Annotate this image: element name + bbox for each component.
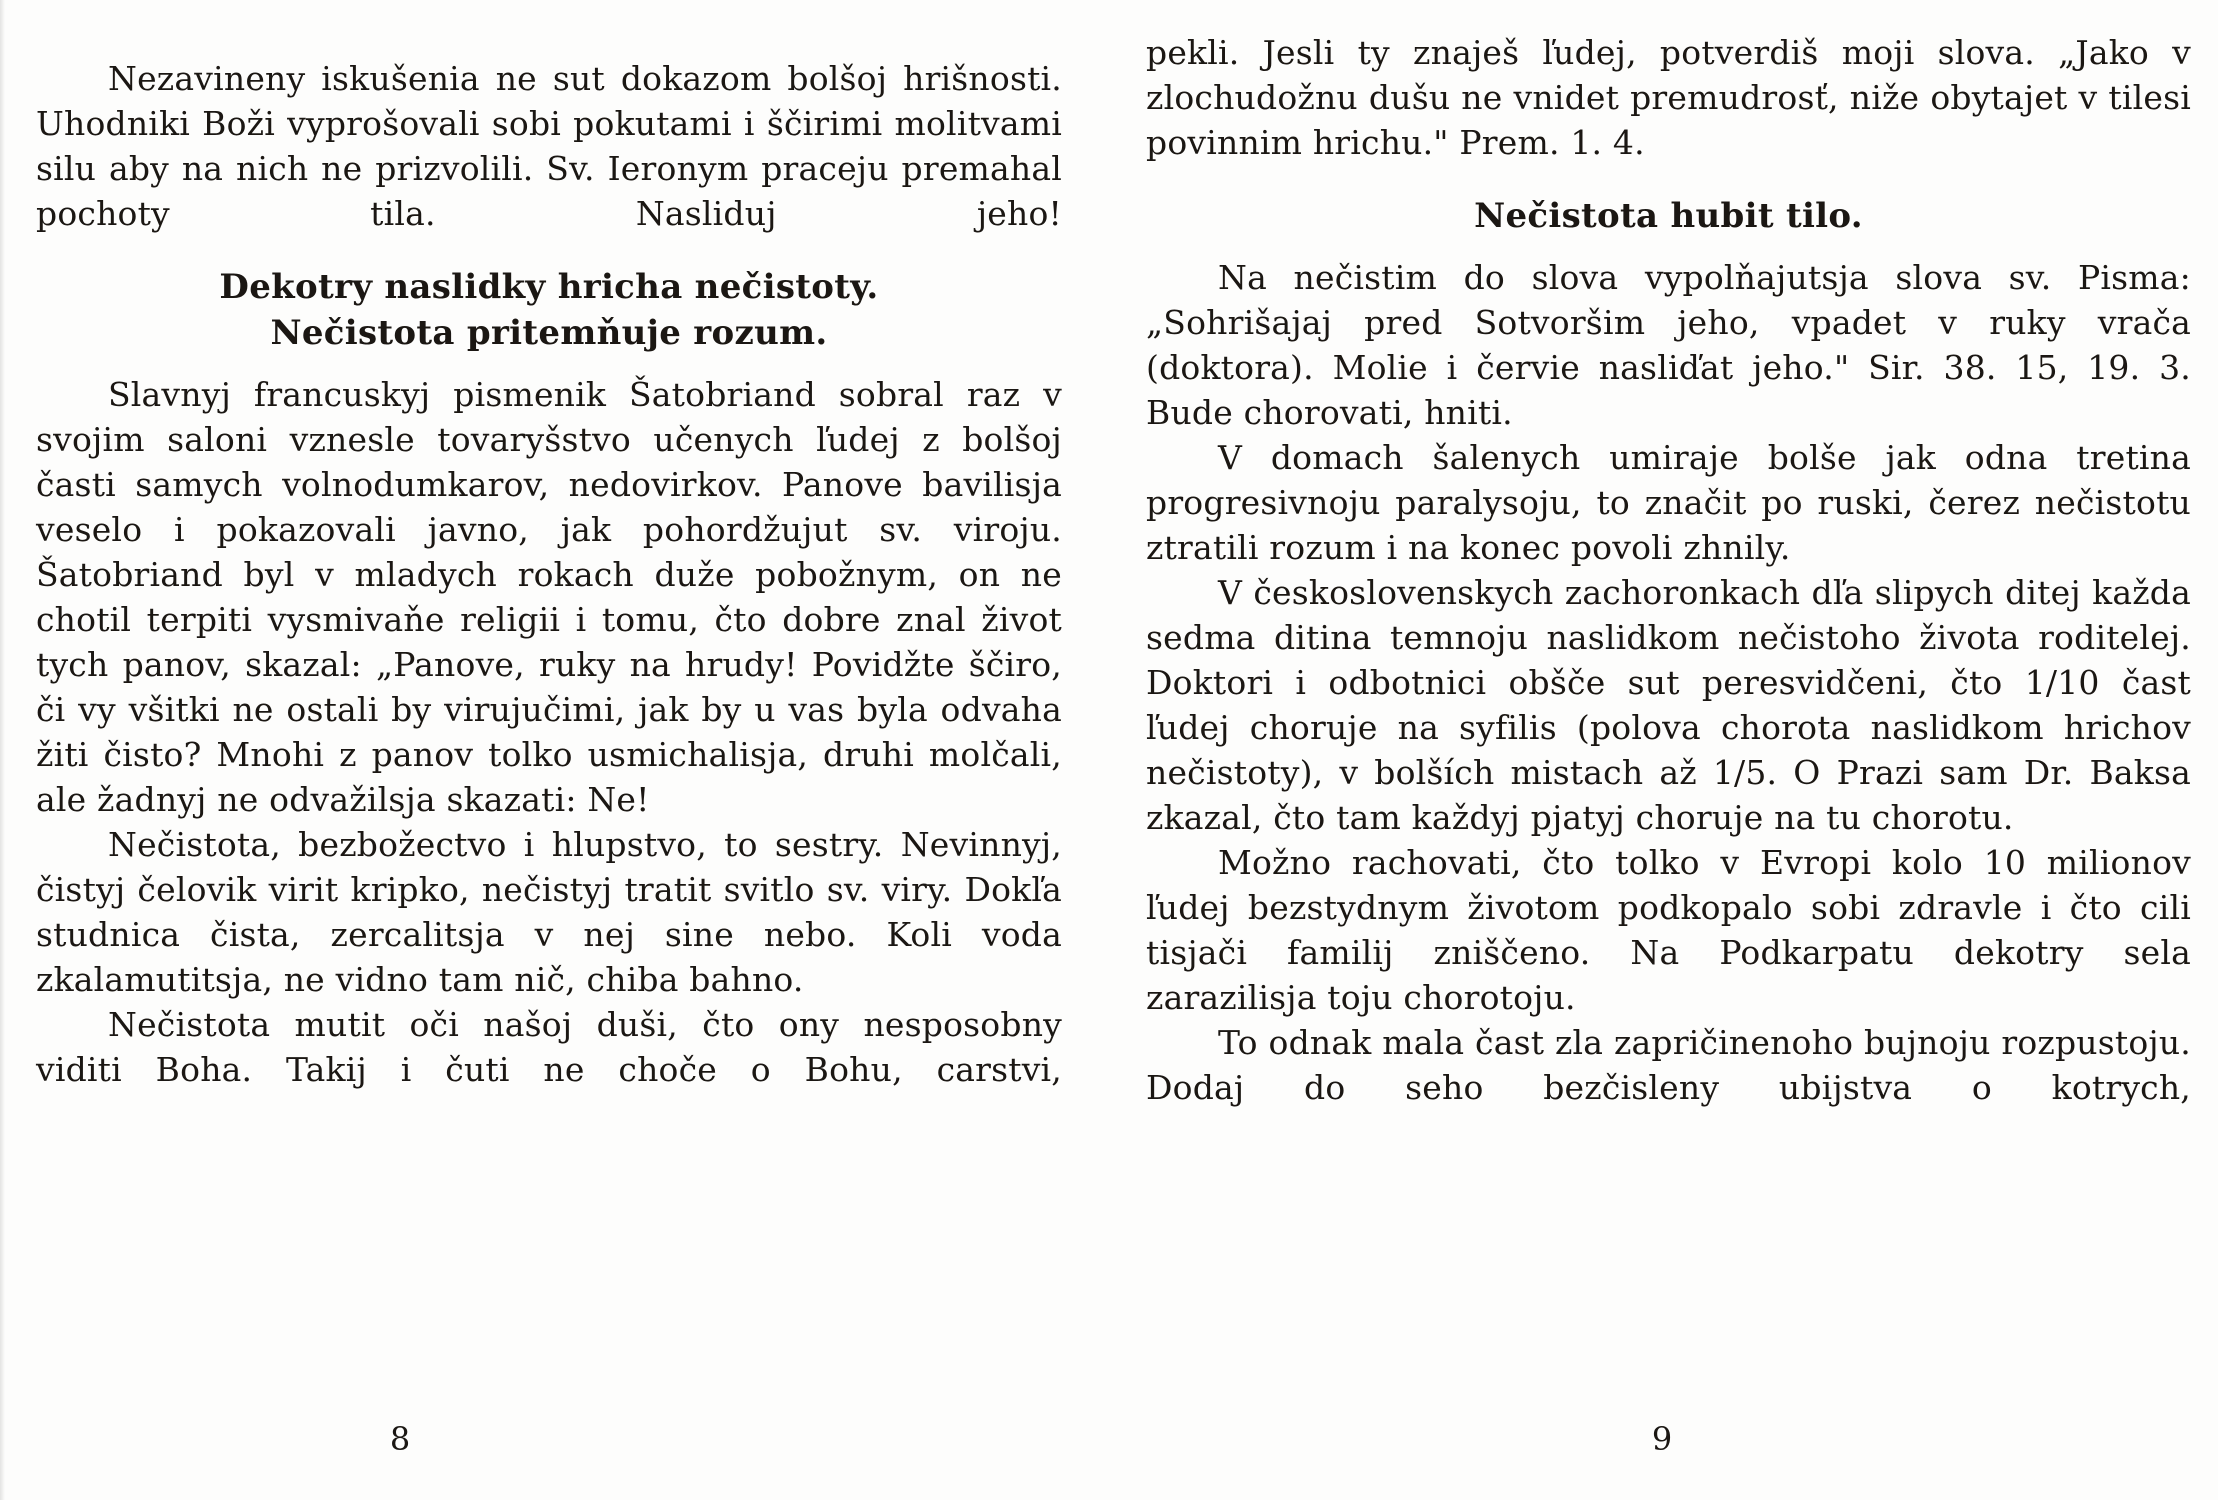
- page-right: [1146, 30, 2191, 1110]
- paragraph: Nečistota mutit oči našoj duši, čto ony nesposobny viditi Boha. Takij i čuti ne choče o Bohu, carstvi,: [36, 1005, 1062, 1089]
- paragraph: V domach šalenych umiraje bolše jak odna tretina progresivnoju paralysoju, to značit po ruski, čerez nečistotu ztratili rozum i na konec povoli zhnily.: [1146, 438, 2191, 567]
- page-left: [36, 56, 1062, 1092]
- heading-line: Dekotry naslidky hricha nečistoty.: [219, 267, 879, 307]
- paragraph: Nezavineny iskušenia ne sut dokazom bolšoj hrišnosti. Uhodniki Boži vyprošovali sobi pokutami i ščirimi molitvami silu aby na nich ne prizvolili. Sv. Ieronym praceju premahal pochoty tila. Nasliduj jeho!: [36, 59, 1062, 233]
- paragraph: Možno rachovati, čto tolko v Evropi kolo 10 milionov ľudej bezstydnym životom podkopalo sobi zdravle i čto cili tisjači familij zniščeno. Na Podkarpatu dekotry sela zarazilisja toju chorotoju.: [1146, 843, 2191, 1017]
- paragraph: To odnak mala čast zla zapričinenoho bujnoju rozpustoju. Dodaj do seho bezčisleny ubijstva o kotrych,: [1146, 1023, 2191, 1107]
- section-heading: [1146, 193, 2191, 239]
- heading-line: Nečistota pritemňuje rozum.: [270, 313, 828, 353]
- heading-line: Nečistota hubit tilo.: [1474, 196, 1863, 236]
- paragraph: Slavnyj francuskyj pismenik Šatobriand sobral raz v svojim saloni vznesle tovaryšstvo učenych ľudej z bolšoj časti samych volnodumkarov, nedovirkov. Panove bavilisja veselo i pokazovali javno, jak pohordžujut sv. viroju. Šatobriand byl v mladych rokach duže pobožnym, on ne chotil terpiti vysmivaňe religii i tomu, čto dobre znal život tych panov, skazal: „Panove, ruky na hrudy! Povidžte ščiro, či vy všitki ne ostali by virujučimi, jak by u vas byla odvaha žiti čisto? Mnohi z panov tolko usmichalisja, druhi molčali, ale žadnyj ne odvažilsja skazati: Ne!: [36, 375, 1062, 819]
- scan-edge-shadow: [0, 0, 5, 1500]
- page-number: 9: [1651, 1420, 1673, 1458]
- section-heading: [36, 264, 1062, 356]
- paragraph: V československych zachoronkach dľa slipych ditej každa sedma ditina temnoju naslidkom nečistoho života roditelej. Doktori i odbotnici obšče sut peresvidčeni, čto 1/10 čast ľudej choruje na syfilis (polova chorota naslidkom hrichov nečistoty), v bolších mistach až 1/5. O Prazi sam Dr. Baksa zkazal, čto tam každyj pjatyj choruje na tu chorotu.: [1146, 573, 2191, 837]
- paragraph: Na nečistim do slova vypolňajutsja slova sv. Pisma: „Sohrišajaj pred Sotvoršim jeho, vpadet v ruky vrača (doktora). Molie i červie nasliďat jeho." Sir. 38. 15, 19. 3. Bude chorovati, hniti.: [1146, 258, 2191, 432]
- paragraph: pekli. Jesli ty znaješ ľudej, potverdiš moji slova. „Jako v zlochudožnu dušu ne vnidet premudrosť, niže obytajet v tilesi povinnim hrichu." Prem. 1. 4.: [1146, 33, 2191, 162]
- paragraph: Nečistota, bezbožectvo i hlupstvo, to sestry. Nevinnyj, čistyj čelovik virit kripko, nečistyj tratit svitlo sv. viry. Dokľa studnica čista, zercalitsja v nej sine nebo. Koli voda zkalamutitsja, ne vidno tam nič, chiba bahno.: [36, 825, 1062, 999]
- page-number: 8: [389, 1420, 411, 1458]
